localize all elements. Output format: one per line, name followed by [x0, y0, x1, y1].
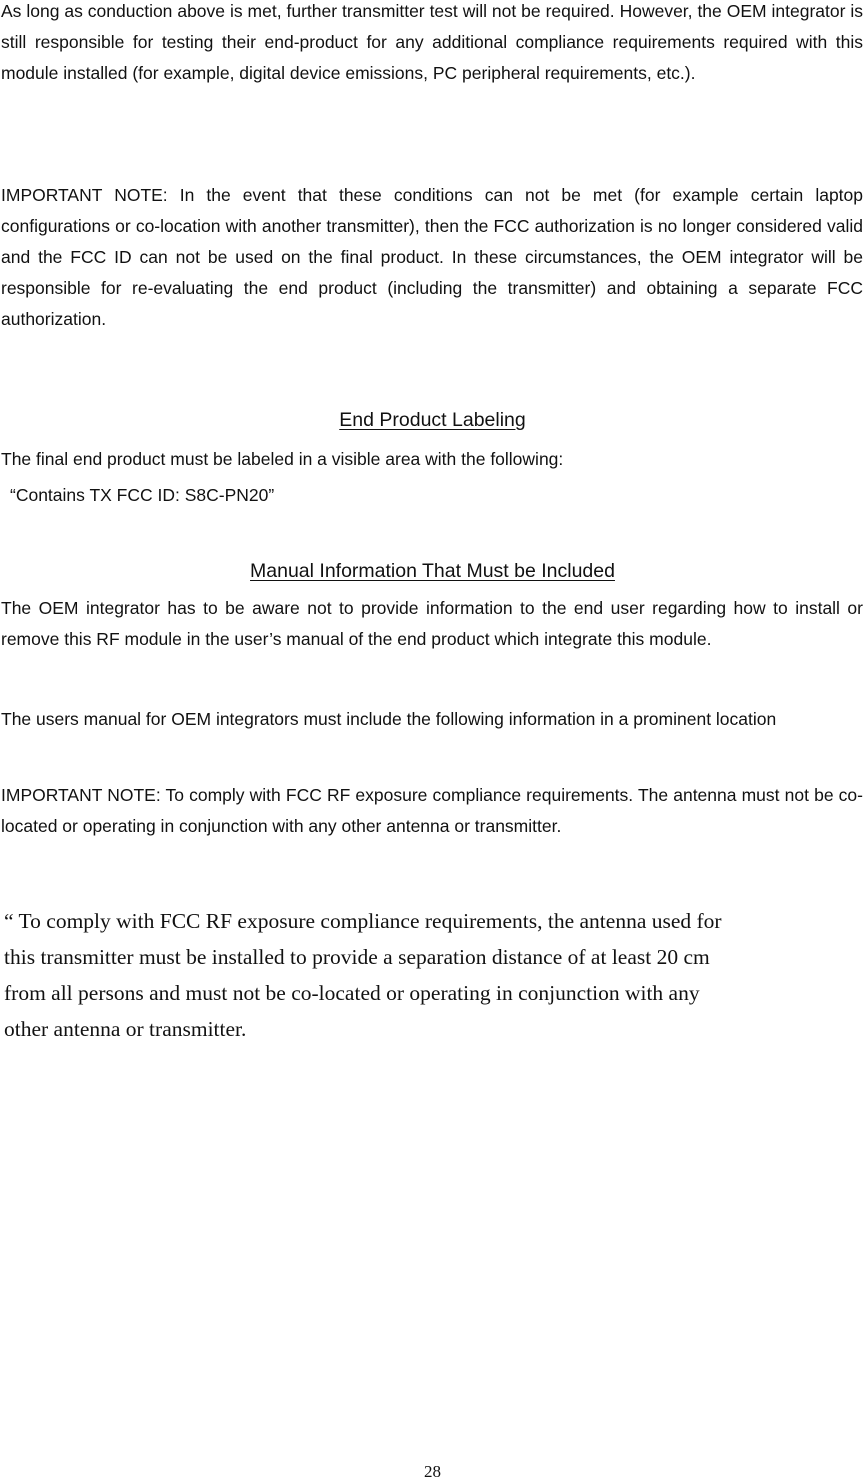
paragraph-rf-exposure-note: IMPORTANT NOTE: To comply with FCC RF exposure compliance requirements. The antenna must not be co-located or operating in conjunction with any other antenna or transmitter.: [1, 785, 863, 836]
paragraph-labeling-requirement: The final end product must be labeled in a visible area with the following:: [1, 449, 564, 469]
paragraph-transmitter-test: As long as conduction above is met, further transmitter test will not be required. However, the OEM integrator is still responsible for testing their end-product for any additional compliance requirements required with this module installed (for example, digital device emissions, PC peripheral requirements, etc.).: [1, 1, 863, 83]
paragraph-oem-awareness: The OEM integrator has to be aware not to provide information to the end user regarding how to install or remove this RF module in the user’s manual of the end product which integrate this module.: [1, 598, 863, 649]
paragraph-users-manual-requirement: The users manual for OEM integrators must include the following information in a prominent location: [1, 709, 777, 729]
heading-end-product-labeling: End Product Labeling: [339, 409, 526, 431]
paragraph-important-note-authorization: IMPORTANT NOTE: In the event that these conditions can not be met (for example certain laptop configurations or co-location with another transmitter), then the FCC authorization is no longer considered valid and the FCC ID can not be used on the final product. In these circumstances, the OEM integrator will be responsible for re-evaluating the end product (including the transmitter) and obtaining a separate FCC authorization.: [1, 185, 863, 329]
page-number: 28: [424, 1462, 441, 1481]
label-fcc-id-text: “Contains TX FCC ID: S8C-PN20”: [10, 485, 275, 505]
quote-rf-exposure-statement: “ To comply with FCC RF exposure compliance requirements, the antenna used for this transmitter must be installed to provide a separation distance of at least 20 cm from all persons and must not be co-located or operating in conjunction with any other antenna or transmitter.: [4, 909, 722, 1041]
heading-manual-information: Manual Information That Must be Included: [250, 560, 615, 582]
